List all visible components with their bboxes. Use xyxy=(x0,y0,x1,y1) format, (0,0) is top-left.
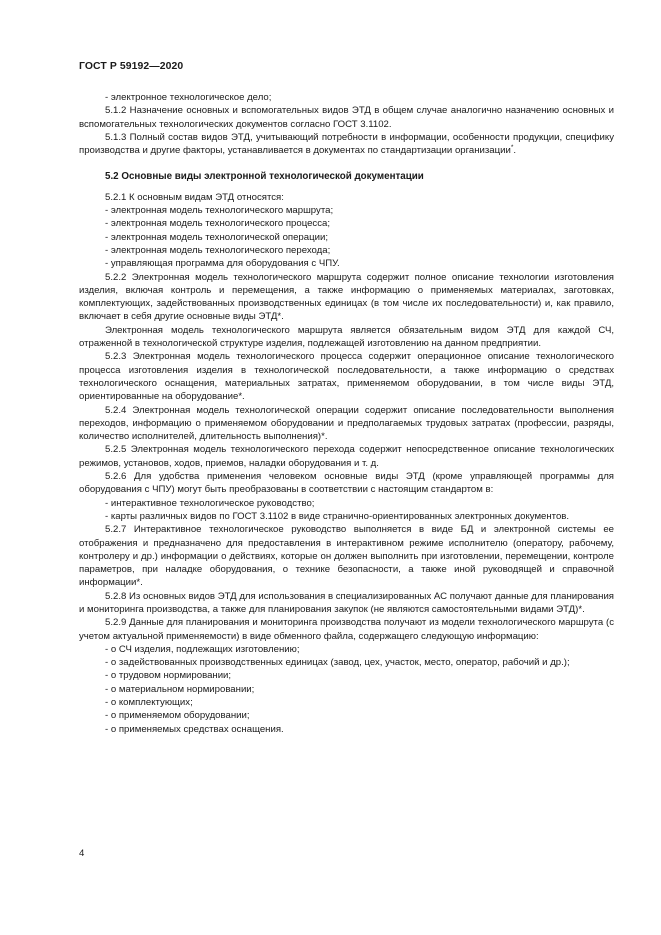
list-item: - интерактивное технологическое руководство; xyxy=(105,497,315,509)
list-item: - электронная модель технологической операции; xyxy=(105,231,328,243)
paragraph-5-1-2: 5.1.2 Назначение основных и вспомогательных видов ЭТД в общем случае аналогично назначению основных и вспомогательных технологических документов согласно ГОСТ 3.1102. xyxy=(79,105,614,130)
paragraph-5-1-3 xyxy=(79,131,614,158)
paragraph-5-1-3-text: 5.1.3 Полный состав видов ЭТД, учитывающий потребности в информации, особенности продукции, специфику производства и другие факторы, устанавливается в документах по стандартизации организации xyxy=(79,131,614,157)
standard-header: ГОСТ Р 59192—2020 xyxy=(79,61,184,72)
list-item: - о задействованных производственных единицах (завод, цех, участок, место, оператор, рабочий и др.); xyxy=(105,657,570,669)
paragraph-5-2-4: 5.2.4 Электронная модель технологической операции содержит описание последовательности выполнения переходов, информацию о применяемом оборудовании и предполагаемых трудовых затратах (профессии, разряды, количество исполнителей, длительность выполнения)*. xyxy=(79,404,614,443)
paragraph-5-1-3-period: . xyxy=(513,145,517,157)
document-body xyxy=(79,91,614,736)
list-item: - о материальном нормировании; xyxy=(105,683,255,695)
list-item: - о применяемых средствах оснащения. xyxy=(105,723,284,735)
list-item: - карты различных видов по ГОСТ 3.1102 в виде странично-ориентированных электронных документов. xyxy=(105,510,570,522)
paragraph-5-2-6: 5.2.6 Для удобства применения человеком основные виды ЭТД (кроме управляющей программы для оборудования с ЧПУ) могут быть преобразованы в соответствии с настоящим стандартом в: xyxy=(79,471,614,496)
list-item: - о СЧ изделия, подлежащих изготовлению; xyxy=(105,643,300,655)
paragraph-5-2-1: 5.2.1 К основным видам ЭТД относятся: xyxy=(105,191,284,203)
list-item: - электронная модель технологического перехода; xyxy=(105,244,331,256)
section-heading-5-2: 5.2 Основные виды электронной технологической документации xyxy=(105,171,424,183)
paragraph-5-2-8: 5.2.8 Из основных видов ЭТД для использования в специализированных АС получают данные для планирования и мониторинга производства, а также для планирования закупок (не являются самостоятельными видами ЭТД)*. xyxy=(79,590,614,615)
list-item: - о комплектующих; xyxy=(105,697,193,709)
paragraph-5-2-9: 5.2.9 Данные для планирования и мониторинга производства получают из модели технологического маршрута (с учетом актуальной применяемости) в виде обменного файла, содержащего следующую информацию: xyxy=(79,617,614,642)
list-item-etd-case: - электронное технологическое дело; xyxy=(105,92,272,103)
list-item: - электронная модель технологического процесса; xyxy=(105,218,331,230)
list-item: - управляющая программа для оборудования с ЧПУ. xyxy=(105,258,340,270)
footnote-mark: * xyxy=(510,144,514,151)
paragraph-5-2-5: 5.2.5 Электронная модель технологического перехода содержит непосредственное описание технологических режимов, установов, ходов, приемов, наладки оборудования и т. д. xyxy=(79,444,614,469)
page-number: 4 xyxy=(79,848,85,859)
paragraph-5-2-3: 5.2.3 Электронная модель технологического процесса содержит операционное описание технологического процесса изготовления изделия в технологической последовательности, а также информацию о средствах технологического оснащения, материальных затратах, применяемом оборудовании, в том числе виды ЭТД, ориентированные на оборудование*. xyxy=(79,351,614,403)
paragraph-5-2-7: 5.2.7 Интерактивное технологическое руководство выполняется в виде БД и электронной системы ее отображения и предназначено для предоставления в интерактивном режиме исполнителю (оператору, рабочему, контролеру и др.) информации о действиях, которые он должен выполнить при изготовлении, перемещении, контроле параметров, при наладке оборудования, о технике безопасности, а также иной руководящей и справочной информации*. xyxy=(79,524,614,589)
list-item: - о трудовом нормировании; xyxy=(105,670,232,682)
paragraph-route-model: Электронная модель технологического маршрута является обязательным видом ЭТД для каждой СЧ, отраженной в технологической структуре изделия, подлежащей изготовлению на данном предприятии. xyxy=(79,324,614,350)
list-item: - электронная модель технологического маршрута; xyxy=(105,205,334,217)
paragraph-5-2-2: 5.2.2 Электронная модель технологического маршрута содержит полное описание технологии изготовления изделия, включая контроль и перемещения, а также информацию о применяемых материалах, заготовках, комплектующих, задействованных производственных единицах (в том числе их последовательности) и, как правило, включает в себя другие основные виды ЭТД*. xyxy=(79,271,614,323)
list-item: - о применяемом оборудовании; xyxy=(105,710,250,722)
